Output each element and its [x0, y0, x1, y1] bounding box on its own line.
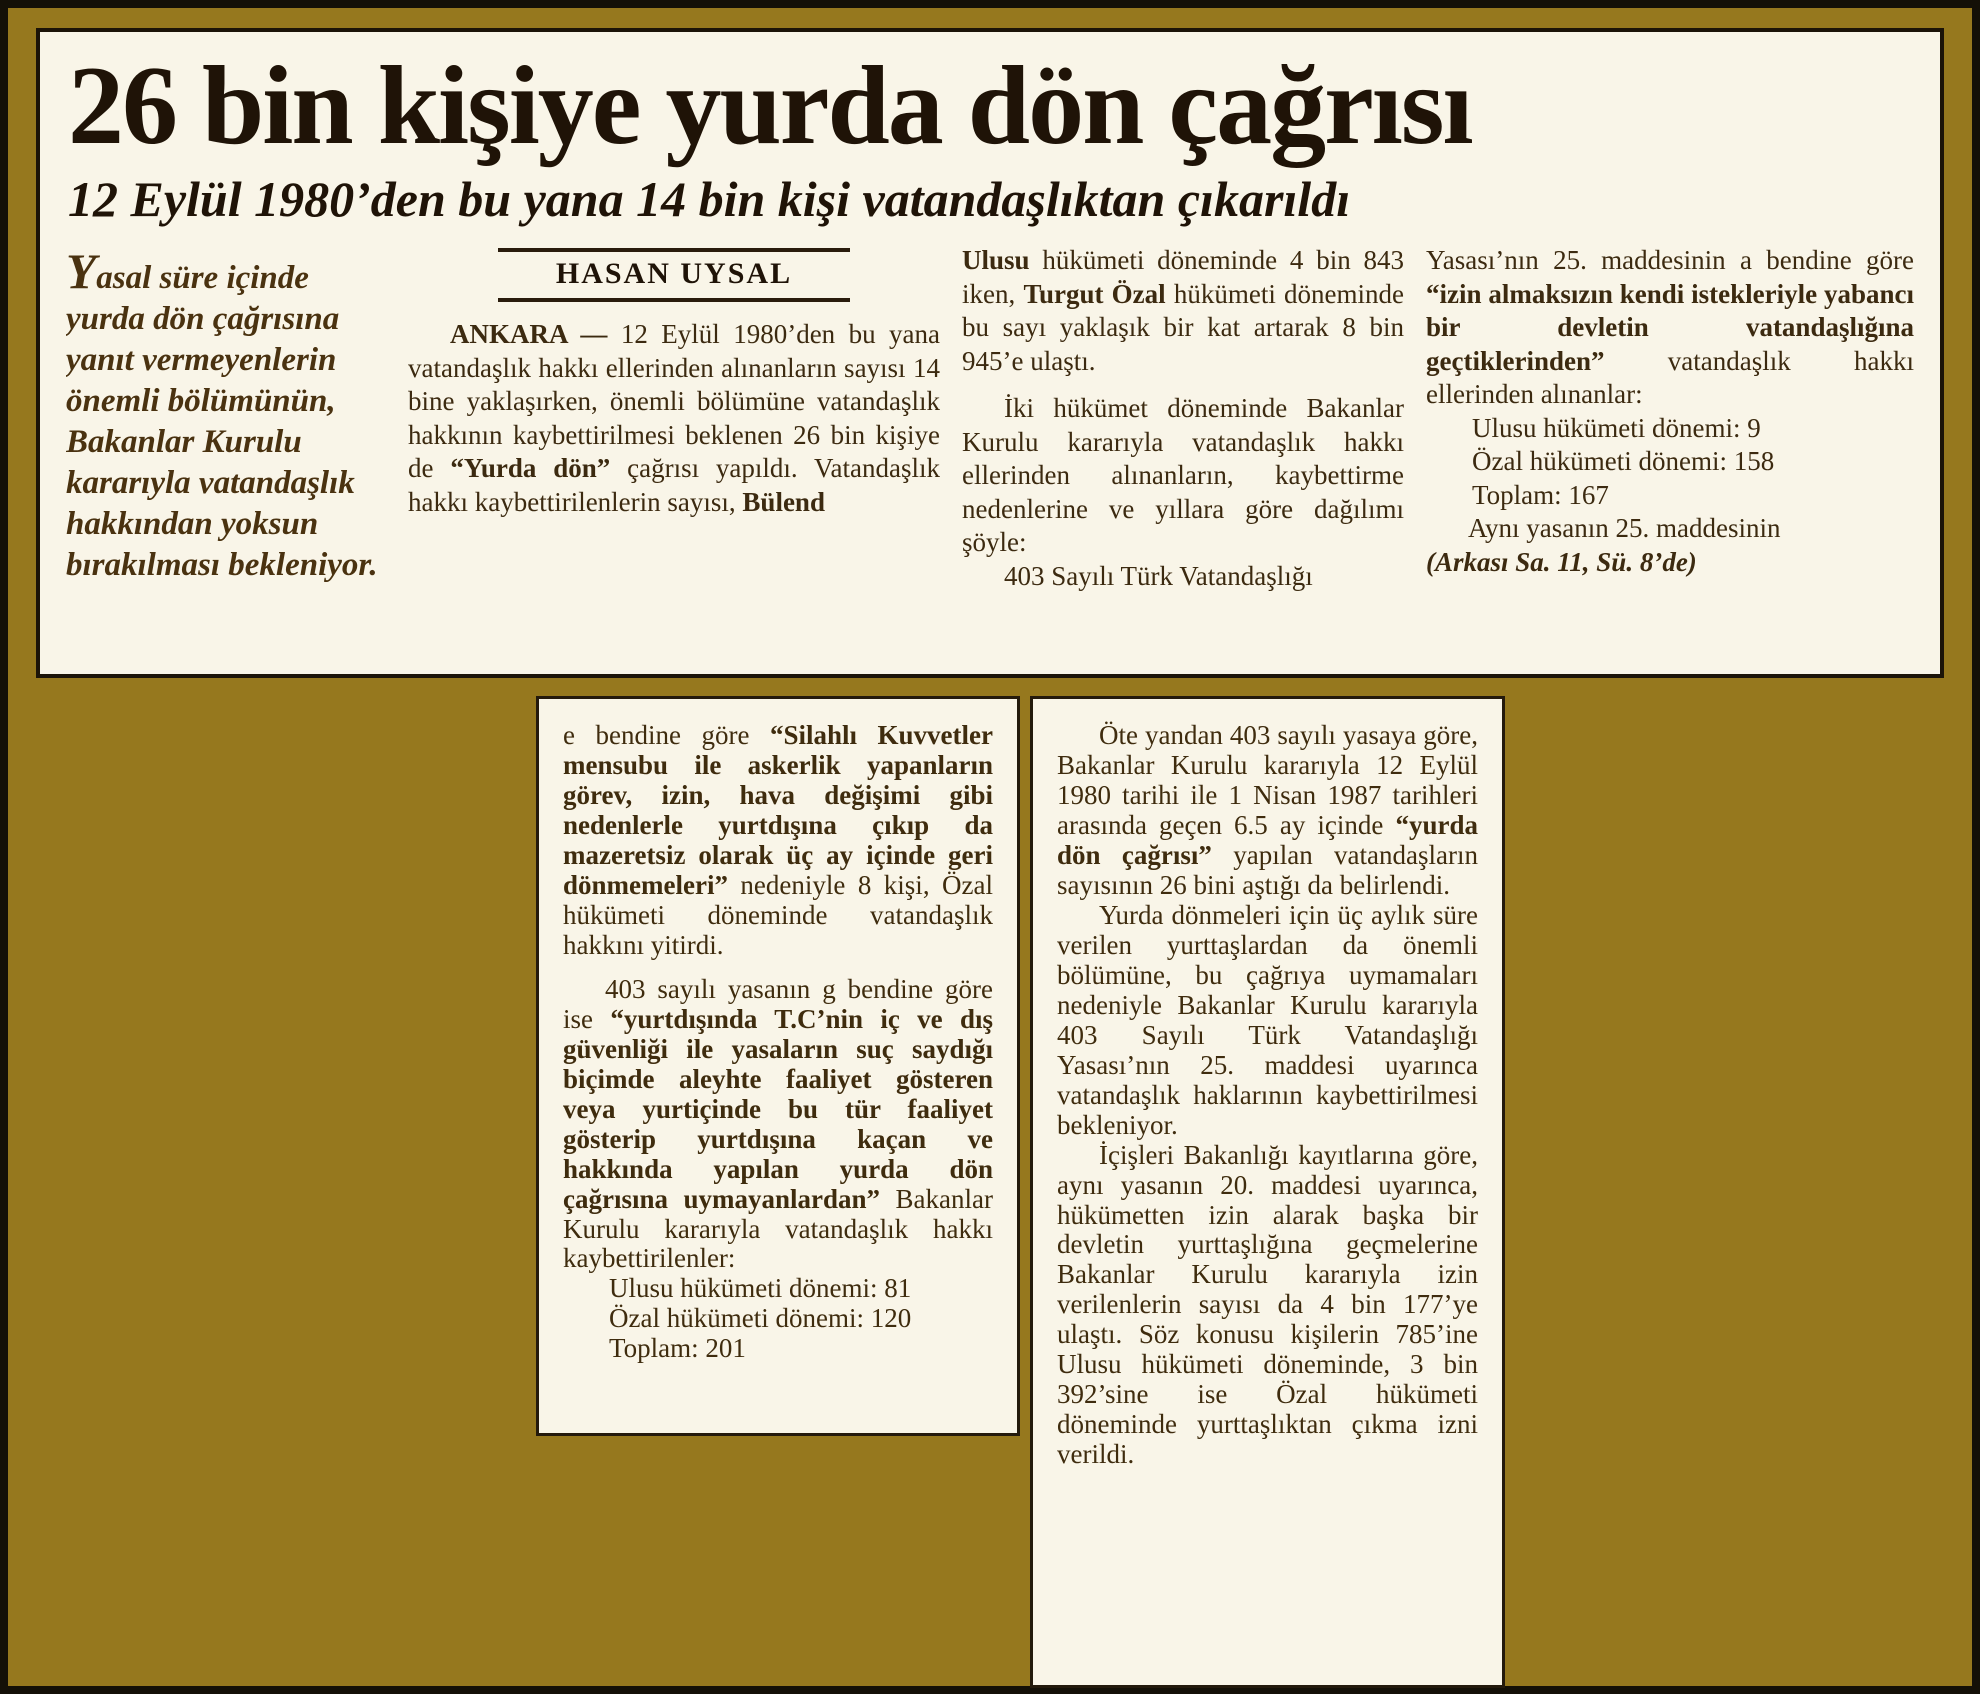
stat-line: Toplam: 201: [609, 1333, 746, 1364]
stat-line: Ulusu hükümeti dönemi: 9: [1472, 412, 1761, 443]
paragraph: İki hükümet döneminde Bakanlar Kurulu kararıyla vatandaşlık hakkı ellerinden alınanların, kaybettirme nedenlerine ve yıllara göre dağılımı şöyle:: [962, 393, 1404, 558]
paragraph: Yurda dönmeleri için üç aylık süre verilen yurttaşlardan da önemli bölümüne, bu çağrıya uymamaları nedeniyle Bakanlar Kurulu kararıyla 403 Sayılı Türk Vatandaşlığı Yasası’nın 25. maddesi uyarınca vatandaşlık haklarının kaybettirilmesi bekleniyor.: [1057, 899, 1478, 1140]
paragraph: Ulusu hükümeti döneminde 4 bin 843 iken, Turgut Özal hükümeti döneminde bu sayı yaklaşık bir kat artarak 8 bin 945’e ulaştı.: [962, 245, 1404, 376]
column-2: [408, 244, 940, 644]
column-2-text: [408, 318, 940, 519]
column-3-text: [962, 244, 1404, 644]
lede-summary: Yasal süre içinde yurda dön çağrısına yanıt vermeyenlerin önemli bölümünün, Bakanlar Kurulu kararıyla vatandaşlık hakkından yoksun bırakılması bekleniyor.: [66, 244, 378, 583]
stat-line: Toplam: 167: [1472, 479, 1609, 510]
paragraph: Yasası’nın 25. maddesinin a bendine göre “izin almaksızın kendi istekleriyle yabancı bir devletin vatandaşlığına geçtiklerinden” vatandaşlık hakkı ellerinden alınanlar:: [1426, 245, 1914, 410]
column-4-text: [1426, 244, 1914, 644]
paragraph: İçişleri Bakanlığı kayıtlarına göre, aynı yasanın 20. maddesi uyarınca, hükümetten izin alarak başka bir devletin yurttaşlığına geçmelerine Bakanlar Kurulu kararıyla izin verilenlerin sayısı da 4 bin 177’ye ulaştı. Söz konusu kişilerin 785’ine Ulusu hükümeti döneminde, 3 bin 392’sine ise Özal hükümeti döneminde yurttaşlıktan çıkma izni verildi.: [1057, 1139, 1478, 1470]
headline: 26 bin kişiye yurda dön çağrısı: [68, 44, 1472, 168]
paragraph: 403 sayılı yasanın g bendine göre ise “yurtdışında T.C’nin iç ve dış güvenliği ile yasaların suç saydığı biçimde aleyhte faaliyet gösteren veya yurtiçinde bu tür faaliyet gösterip yurtdışına kaçan ve hakkında yapılan yurda dön çağrısına uymayanlardan” Bakanlar Kurulu kararıyla vatandaşlık hakkı kaybettirilenler:: [563, 973, 993, 1274]
byline: HASAN UYSAL: [498, 248, 849, 302]
subheadline: 12 Eylül 1980’den bu yana 14 bin kişi vatandaşlıktan çıkarıldı: [68, 171, 1351, 228]
paragraph: Aynı yasanın 25. maddesinin: [1468, 513, 1781, 544]
paragraph: e bendine göre “Silahlı Kuvvetler mensubu ile askerlik yapanların görev, izin, hava değişimi gibi nedenlerle yurtdışına çıkıp da mazeretsiz olarak üç ay içinde geri dönmemeleri” nedeniyle 8 kişi, Özal hükümeti döneminde vatandaşlık hakkını yitirdi.: [563, 720, 993, 960]
column-layout: [66, 244, 1914, 644]
stat-line: Özal hükümeti dönemi: 158: [1472, 446, 1775, 477]
article-continuation-right: [1030, 696, 1505, 1688]
paragraph: ANKARA — 12 Eylül 1980’den bu yana vatandaşlık hakkı ellerinden alınanların sayısı 14 bine yaklaşırken, önemli bölümüne vatandaşlık hakkının kaybettirilmesi beklenen 26 bin kişiye de “Yurda dön” çağrısı yapıldı. Vatandaşlık hakkı kaybettirilenlerin sayısı, Bülend: [408, 319, 940, 517]
column-lede: [66, 244, 386, 644]
paragraph: Öte yandan 403 sayılı yasaya göre, Bakanlar Kurulu kararıyla 12 Eylül 1980 tarihi ile 1 Nisan 1987 tarihleri arasında geçen 6.5 ay içinde “yurda dön çağrısı” yapılan vatandaşların sayısının 26 bini aştığı da belirlendi.: [1057, 720, 1478, 900]
stat-line: Ulusu hükümeti dönemi: 81: [609, 1273, 912, 1304]
paragraph: 403 Sayılı Türk Vatandaşlığı: [1004, 560, 1313, 591]
stat-line: Özal hükümeti dönemi: 120: [609, 1303, 912, 1334]
continuation-note: (Arkası Sa. 11, Sü. 8’de): [1426, 546, 1697, 577]
article-continuation-left: [536, 696, 1020, 1436]
article-top-block: [36, 28, 1944, 678]
